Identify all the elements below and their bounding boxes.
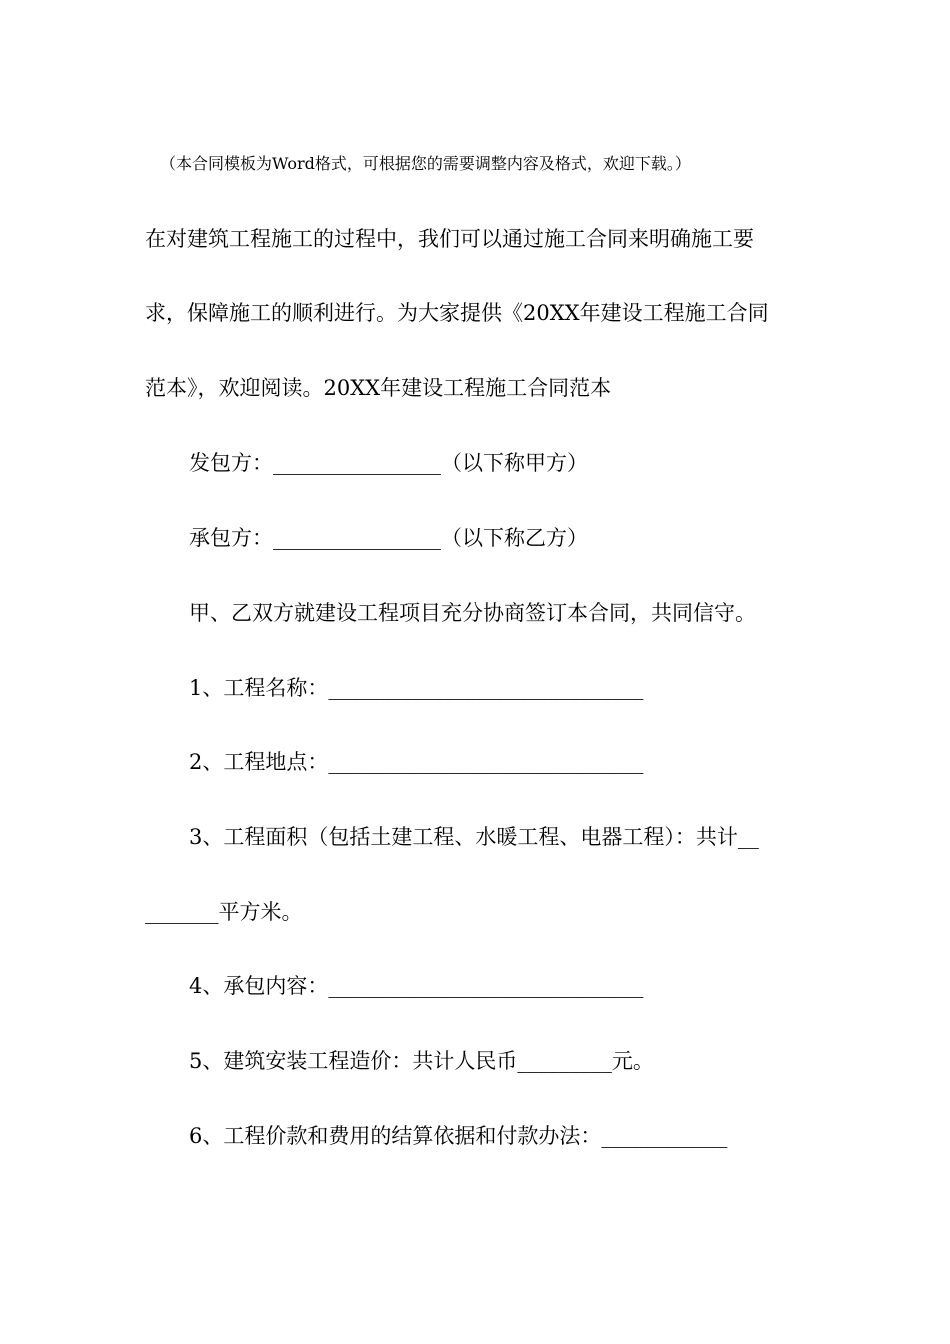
template-note: （本合同模板为Word格式，可根据您的需要调整内容及格式，欢迎下载。） <box>160 154 691 173</box>
clause-1: 1、工程名称：______________________________ <box>189 676 644 700</box>
clause-3-continuation: _______平方米。 <box>145 900 303 924</box>
clause-5: 5、建筑安装工程造价：共计人民币_________元。 <box>189 1049 654 1073</box>
intro-line-1: 在对建筑工程施工的过程中，我们可以通过施工合同来明确施工要 <box>145 227 754 251</box>
party-a-line: 发包方：________________（以下称甲方） <box>189 451 588 475</box>
agreement-line: 甲、乙双方就建设工程项目充分协商签订本合同，共同信守。 <box>189 601 756 625</box>
clause-2: 2、工程地点：______________________________ <box>189 750 644 774</box>
clause-4: 4、承包内容：______________________________ <box>189 974 644 998</box>
intro-line-2: 求，保障施工的顺利进行。为大家提供《20XX年建设工程施工合同 <box>145 301 769 325</box>
clause-3: 3、工程面积（包括土建工程、水暖工程、电器工程）：共计__ <box>189 825 759 849</box>
clause-6: 6、工程价款和费用的结算依据和付款办法：____________ <box>189 1124 728 1148</box>
party-b-line: 承包方：________________（以下称乙方） <box>189 526 588 550</box>
intro-line-3: 范本》，欢迎阅读。20XX年建设工程施工合同范本 <box>145 376 612 400</box>
